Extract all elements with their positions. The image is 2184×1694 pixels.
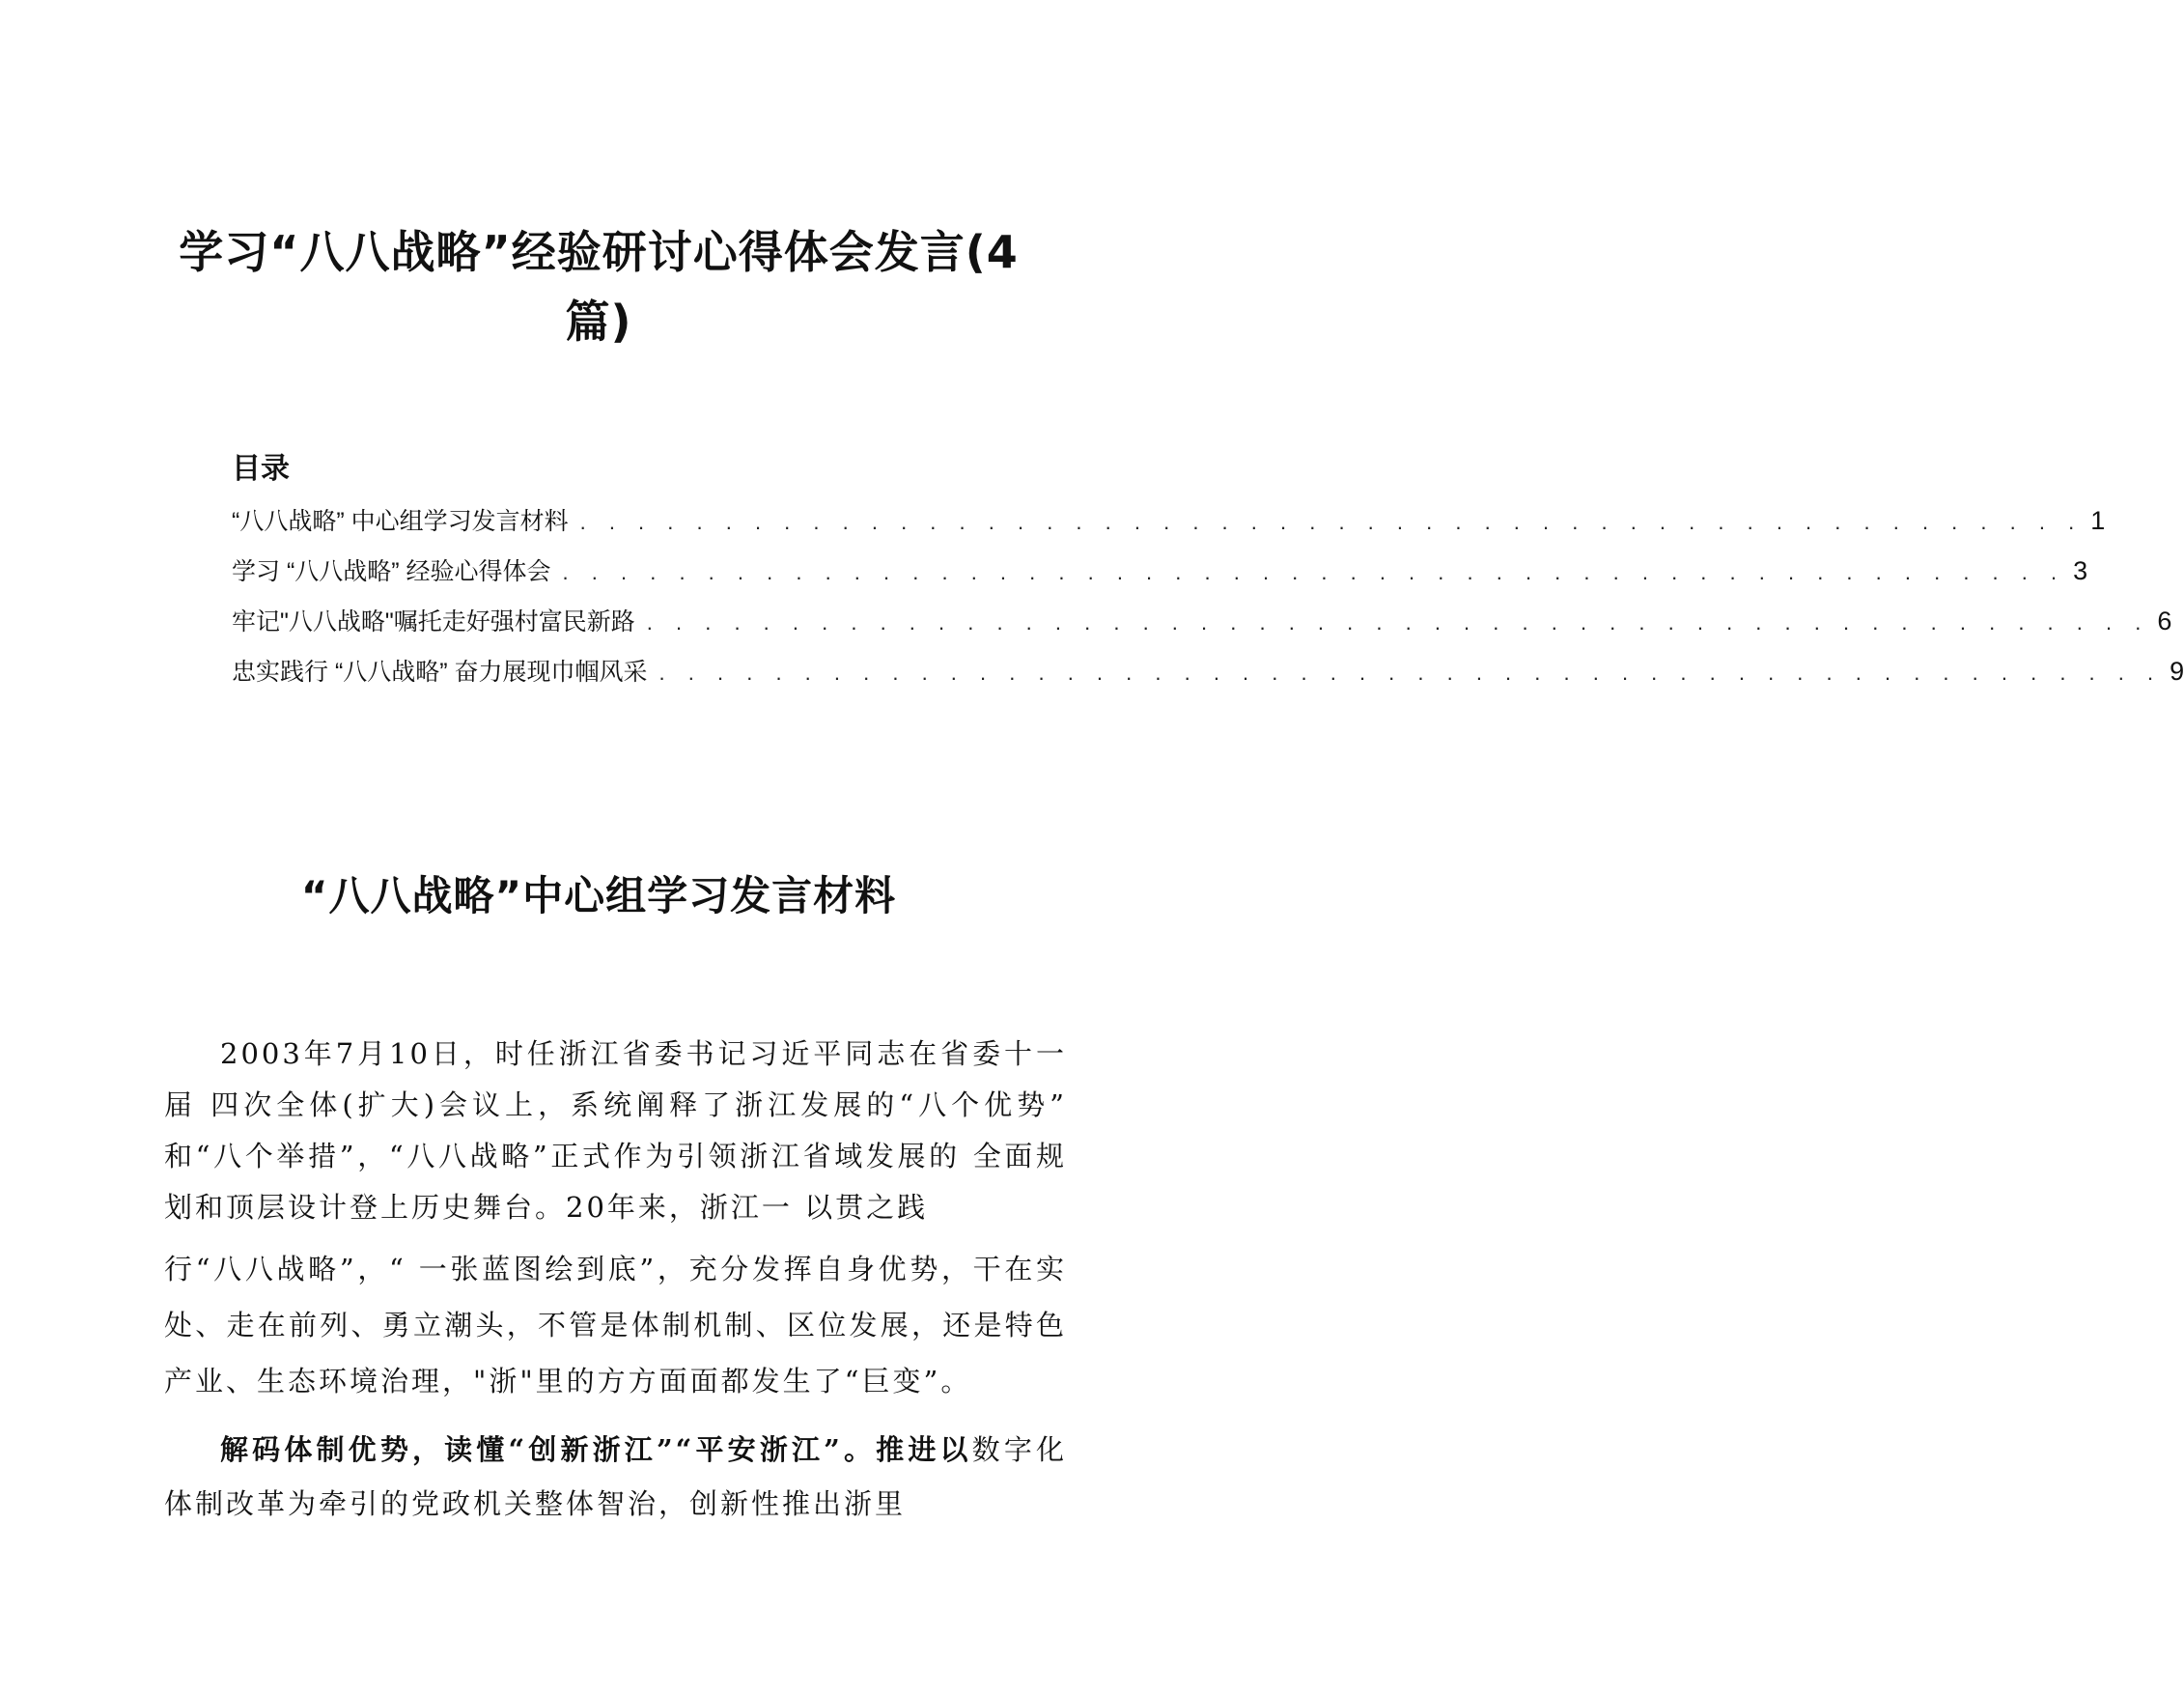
toc-entry-label: 忠实践行 “八八战略” 奋力展现巾帼风采 bbox=[232, 659, 648, 686]
toc-entry[interactable] bbox=[232, 603, 2172, 653]
toc-entry-label: “八八战略” 中心组学习发言材料 bbox=[232, 508, 569, 535]
toc-leader-dots: . . . . . . . . . . . . . . . . . . . . . . . . . . . . . . . . . . . . . . . . . . . . . . . . . . . . bbox=[646, 610, 2150, 635]
body-paragraph: 行“八八战略”，“ 一张蓝图绘到底”，充分发挥自身优势，干在实处、走在前列、勇立潮头，不管是体制机制、区位发展，还是特色产业、生态环境治理，"浙"里的方方面面都发生了“巨变”。 bbox=[164, 1253, 1067, 1398]
toc-heading: 目录 bbox=[232, 452, 290, 486]
toc-leader-dots: . . . . . . . . . . . . . . . . . . . . . . . . . . . . . . . . . . . . . . . . . . . . . . . . . . . . bbox=[562, 560, 2066, 584]
document-title: 学习“八八战略”经验研讨心得体会发言(4篇) bbox=[179, 226, 1019, 348]
body-paragraph-highlight bbox=[164, 1423, 1067, 1531]
toc-entry[interactable] bbox=[232, 502, 2106, 552]
toc-entry-page: 1 bbox=[2090, 506, 2106, 535]
toc-leader-dots: . . . . . . . . . . . . . . . . . . . . . . . . . . . . . . . . . . . . . . . . . . . . . . . . . . . . bbox=[579, 510, 2084, 534]
section-body bbox=[164, 1029, 1067, 1531]
toc-entry[interactable] bbox=[232, 653, 2184, 703]
paragraph-text: 数字化体制改革为牵引的党政机关整体智治，创新性推出浙里 bbox=[164, 1433, 1067, 1520]
toc-entry-label: 学习 “八八战略” 经验心得体会 bbox=[232, 558, 551, 585]
body-paragraph: 2003年7月10日，时任浙江省委书记习近平同志在省委十一届 四次全体(扩大)会议上，系统阐释了浙江发展的“八个优势” 和“八个举措”，“八八战略”正式作为引领浙江省域发展的 全面规划和顶层设计登上历史舞台。20年来，浙江一 以贯之践 bbox=[164, 1037, 1067, 1224]
table-of-contents bbox=[232, 502, 2184, 703]
paragraph-lead-text: 解码体制优势，读懂“创新浙江”“平安浙江”。推进以 bbox=[220, 1433, 972, 1466]
toc-entry-label: 牢记"八八战略"嘱托走好强村富民新路 bbox=[232, 608, 635, 635]
toc-entry[interactable] bbox=[232, 552, 2088, 603]
toc-leader-dots: . . . . . . . . . . . . . . . . . . . . . . . . . . . . . . . . . . . . . . . . . . . . . . . . . . . . bbox=[658, 661, 2163, 685]
toc-entry-page: 3 bbox=[2073, 556, 2088, 585]
section-title: “八八战略”中心组学习发言材料 bbox=[300, 872, 897, 919]
toc-entry-page: 6 bbox=[2157, 607, 2172, 635]
toc-entry-page: 9 bbox=[2170, 657, 2184, 686]
